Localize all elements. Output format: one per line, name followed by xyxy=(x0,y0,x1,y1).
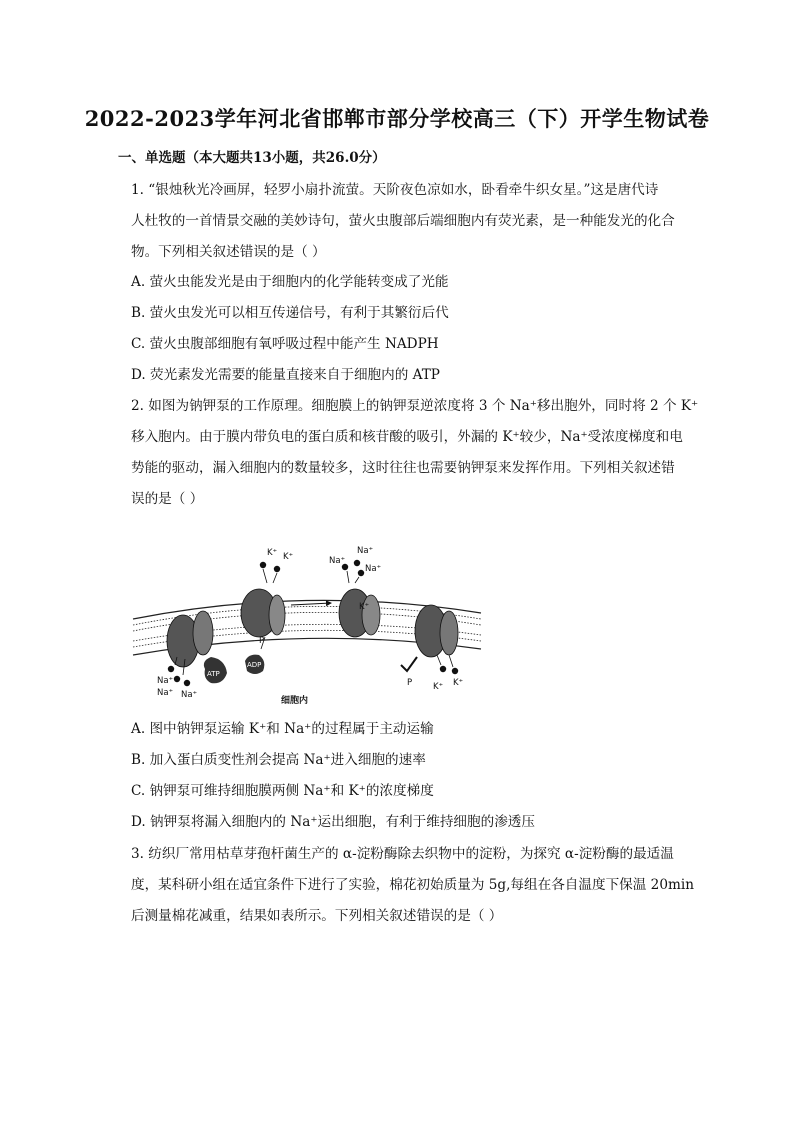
sodium-potassium-pump-figure xyxy=(131,543,483,709)
k-ions-top xyxy=(260,562,280,583)
label-adp: ADP xyxy=(247,661,262,669)
q1-line-3: 物。下列相关叙述错误的是（ ） xyxy=(131,244,326,260)
label-k-bottom-1: K⁺ xyxy=(433,682,444,692)
page-title: 2022-2023学年河北省邯郸市部分学校高三（下）开学生物试卷 xyxy=(84,106,710,131)
label-p-1: P xyxy=(259,636,265,646)
q1-option-c: C. 萤火虫腹部细胞有氧呼吸过程中能产生 NADPH xyxy=(131,336,439,352)
q2-option-c: C. 钠钾泵可维持细胞膜两侧 Na⁺和 K⁺的浓度梯度 xyxy=(131,783,434,799)
q1-option-b: B. 萤火虫发光可以相互传递信号，有利于其繁衍后代 xyxy=(131,305,449,321)
na-ions-top xyxy=(342,560,364,583)
q1-line-1: 1. “银烛秋光冷画屏，轻罗小扇扑流萤。天阶夜色凉如水，卧看牵牛织女星。”这是唐代诗 xyxy=(131,182,659,198)
label-k-top-2: K⁺ xyxy=(283,552,294,562)
q2-option-d: D. 钠钾泵将漏入细胞内的 Na⁺运出细胞，有利于维持细胞的渗透压 xyxy=(131,814,535,830)
pump-protein-4 xyxy=(415,605,458,657)
label-k-side: K⁺ xyxy=(359,602,370,612)
label-na-top-1: Na⁺ xyxy=(329,556,346,566)
label-na-bottom-1: Na⁺ xyxy=(157,676,174,686)
section-heading: 一、单选题（本大题共13小题，共26.0分） xyxy=(118,150,386,166)
k-ions-bottom xyxy=(437,655,458,674)
label-na-top-2: Na⁺ xyxy=(357,546,374,556)
label-na-top-3: Na⁺ xyxy=(365,564,382,574)
phosphate-right xyxy=(401,657,417,671)
q2-option-a: A. 图中钠钾泵运输 K⁺和 Na⁺的过程属于主动运输 xyxy=(131,721,434,737)
q1-option-d: D. 荧光素发光需要的能量直接来自于细胞内的 ATP xyxy=(131,367,440,383)
atp-molecule xyxy=(204,657,227,683)
q3-line-2: 度，某科研小组在适宜条件下进行了实验，棉花初始质量为 5g,每组在各自温度下保温 20min xyxy=(131,877,694,893)
pump-protein-1 xyxy=(167,611,213,667)
pump-protein-3 xyxy=(339,589,380,637)
label-k-bottom-2: K⁺ xyxy=(453,678,464,688)
label-na-bottom-3: Na⁺ xyxy=(181,690,198,700)
q2-line-4: 误的是（ ） xyxy=(131,491,204,507)
label-p-2: P xyxy=(407,678,413,688)
q3-line-3: 后测量棉花减重，结果如表所示。下列相关叙述错误的是（ ） xyxy=(131,908,503,924)
q2-line-2: 移入胞内。由于膜内带负电的蛋白质和核苷酸的吸引，外漏的 K⁺较少，Na⁺受浓度梯度和电 xyxy=(131,429,683,445)
q1-line-2: 人杜牧的一首情景交融的美妙诗句，萤火虫腹部后端细胞内有荧光素，是一种能发光的化合 xyxy=(131,213,675,229)
label-k-top-1: K⁺ xyxy=(267,548,278,558)
label-na-bottom-2: Na⁺ xyxy=(157,688,174,698)
q1-option-a: A. 萤火虫能发光是由于细胞内的化学能转变成了光能 xyxy=(131,274,449,290)
q2-option-b: B. 加入蛋白质变性剂会提高 Na⁺进入细胞的速率 xyxy=(131,752,426,768)
q2-line-3: 势能的驱动，漏入细胞内的数量较多，这时往往也需要钠钾泵来发挥作用。下列相关叙述错 xyxy=(131,460,675,476)
label-atp: ATP xyxy=(207,670,220,678)
q2-line-1: 2. 如图为钠钾泵的工作原理。细胞膜上的钠钾泵逆浓度将 3 个 Na⁺移出胞外，同时将 2 个 K⁺ xyxy=(131,398,699,414)
pump-protein-2 xyxy=(241,589,285,637)
label-cell-interior: 细胞内 xyxy=(281,696,309,706)
q3-line-1: 3. 纺织厂常用枯草芽孢杆菌生产的 α-淀粉酶除去织物中的淀粉，为探究 α-淀粉酶的最适温 xyxy=(131,846,674,862)
